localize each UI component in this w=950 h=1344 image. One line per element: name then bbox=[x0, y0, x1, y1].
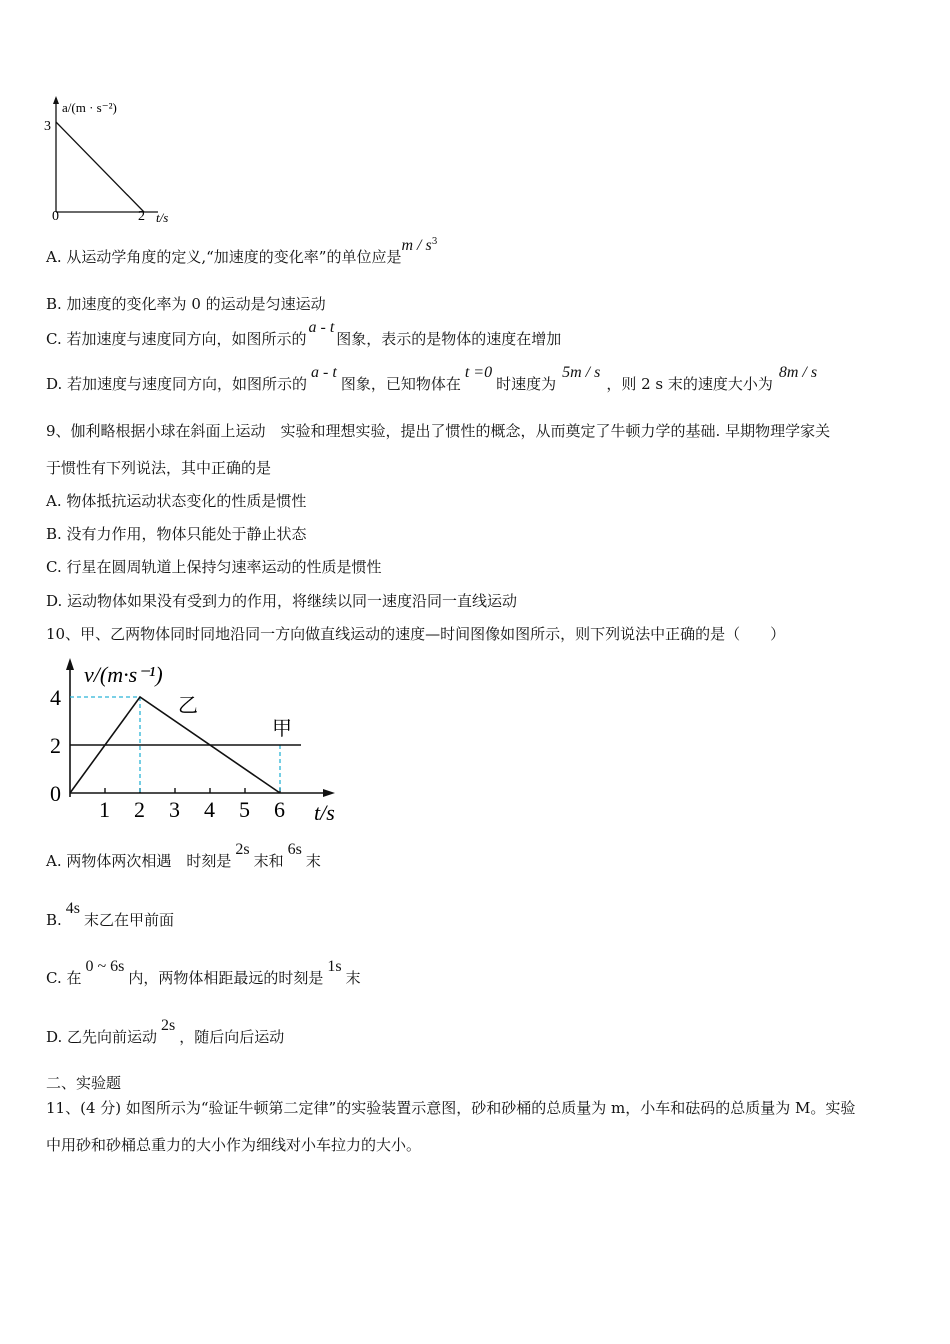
q8-option-d-pre: D. 若加速度与速度同方向，如图所示的 bbox=[46, 375, 308, 393]
graph2-x-axis-arrow bbox=[323, 789, 335, 797]
q8-option-d bbox=[46, 364, 818, 395]
graph2-x-tick-label: 1 bbox=[99, 797, 110, 822]
q9-stem-line2: 于惯性有下列说法，其中正确的是 bbox=[46, 459, 272, 477]
q11-stem-line1: 11、(4 分) 如图所示为“验证牛顿第二定律”的实验装置示意图，砂和砂桶的总质量为 m，小车和砝码的总质量为 M。实验 bbox=[46, 1099, 856, 1117]
q8-option-d-mid2: 时速度为 bbox=[496, 375, 557, 393]
q10-option-c-pre: C. 在 bbox=[46, 969, 82, 987]
graph2-y-axis-label: v/(m·s⁻¹) bbox=[84, 662, 163, 687]
q10-option-b-m1: 4s bbox=[65, 900, 81, 917]
q9-option-c: C. 行星在圆周轨道上保持匀速率运动的性质是惯性 bbox=[46, 558, 382, 576]
q8-option-a-exp: 3 bbox=[431, 237, 438, 247]
q10-option-c bbox=[46, 958, 361, 989]
graph2-series-yi-label: 乙 bbox=[178, 695, 198, 717]
q10-option-d bbox=[46, 1017, 285, 1048]
q9-stem-line1: 9、伽利略根据小球在斜面上运动 实验和理想实验，提出了惯性的概念，从而奠定了牛顿力学的基础. 早期物理学家关 bbox=[46, 422, 831, 440]
graph1-y-axis-arrow bbox=[53, 96, 59, 104]
graph2-x-tick-label: 5 bbox=[239, 797, 250, 822]
q8-option-d-math3: 5m / s bbox=[562, 364, 601, 381]
q10-option-d-pre: D. 乙先向前运动 bbox=[46, 1028, 158, 1046]
graph2-x-tick-label: 3 bbox=[169, 797, 180, 822]
q10-option-a-pre: A. 两物体两次相遇 时刻是 bbox=[46, 852, 232, 870]
q8-option-d-mid3: ，则 2 s 末的速度大小为 bbox=[606, 375, 773, 393]
q10-option-b-pre: B. bbox=[46, 911, 62, 929]
graph2-series-jia-label: 甲 bbox=[272, 718, 292, 740]
q8-option-d-mid1: 图象，已知物体在 bbox=[340, 375, 461, 393]
q9-option-a: A. 物体抵抗运动状态变化的性质是惯性 bbox=[46, 492, 307, 510]
q10-option-b-post: 末乙在甲前面 bbox=[84, 911, 175, 929]
q10-option-c-m2: 1s bbox=[327, 958, 342, 975]
graph2-x-tick-label: 6 bbox=[274, 797, 285, 822]
graph2-x-tick-label: 2 bbox=[134, 797, 145, 822]
graph1-y-tick-label: 3 bbox=[44, 119, 51, 134]
q8-option-a-text: A. 从运动学角度的定义,“加速度的变化率”的单位应是 bbox=[46, 248, 402, 266]
q10-option-a bbox=[46, 841, 321, 872]
q10-stem: 10、甲、乙两物体同时同地沿同一方向做直线运动的速度—时间图像如图所示，则下列说法中正确的是（ ） bbox=[46, 625, 786, 643]
q8-option-c-pre: C. 若加速度与速度同方向，如图所示的 bbox=[46, 330, 307, 348]
q9-option-b: B. 没有力作用，物体只能处于静止状态 bbox=[46, 525, 307, 543]
q8-option-b bbox=[46, 294, 326, 314]
graph1-x-tick-label: 2 bbox=[138, 209, 145, 224]
q8-option-c-post: 图象，表示的是物体的速度在增加 bbox=[336, 330, 562, 348]
q8-option-a-unit: m / s bbox=[401, 237, 432, 254]
q10-option-d-post: ，随后向后运动 bbox=[179, 1028, 285, 1046]
q8-option-d-math1: a - t bbox=[311, 364, 337, 381]
q8-option-d-math2: t =0 bbox=[464, 364, 493, 381]
graph1-y-axis-label: a/(m · s⁻²) bbox=[62, 100, 117, 115]
velocity-time-graph bbox=[40, 652, 360, 832]
graph1-acceleration-line bbox=[56, 122, 144, 212]
graph2-y-axis-arrow bbox=[66, 658, 74, 670]
q10-option-c-m1: 0 ~ 6s bbox=[85, 958, 125, 975]
q11-stem-line2: 中用砂和砂桶总重力的大小作为细线对小车拉力的大小。 bbox=[46, 1136, 422, 1154]
graph2-y-tick-4: 4 bbox=[50, 685, 61, 710]
q10-option-c-mid: 内，两物体相距最远的时刻是 bbox=[128, 969, 324, 987]
q10-option-a-m2: 6s bbox=[287, 841, 302, 858]
q8-option-b-text: B. 加速度的变化率为 0 的运动是匀速运动 bbox=[46, 295, 326, 313]
graph1-origin-label: 0 bbox=[52, 209, 59, 224]
graph1-x-axis-label: t/s bbox=[156, 210, 169, 225]
q10-option-a-m1: 2s bbox=[235, 841, 250, 858]
q9-option-d: D. 运动物体如果没有受到力的作用，将继续以同一速度沿同一直线运动 bbox=[46, 592, 518, 610]
q10-option-a-post: 末 bbox=[305, 852, 321, 870]
q10-option-c-post: 末 bbox=[345, 969, 361, 987]
q8-option-d-math4: 8m / s bbox=[778, 364, 818, 381]
q8-option-c-math: a - t bbox=[308, 319, 335, 336]
section-heading: 二、实验题 bbox=[46, 1074, 122, 1092]
graph2-x-tick-label: 4 bbox=[204, 797, 215, 822]
q8-option-a bbox=[46, 237, 438, 268]
graph2-y-tick-2: 2 bbox=[50, 733, 61, 758]
acceleration-time-graph bbox=[40, 92, 190, 232]
q10-option-b bbox=[46, 900, 175, 931]
graph2-x-axis-label: t/s bbox=[314, 800, 335, 825]
q10-option-d-m1: 2s bbox=[161, 1017, 176, 1034]
q8-option-c bbox=[46, 319, 562, 350]
graph2-y-tick-0: 0 bbox=[50, 781, 61, 806]
q10-option-a-mid: 末和 bbox=[253, 852, 284, 870]
